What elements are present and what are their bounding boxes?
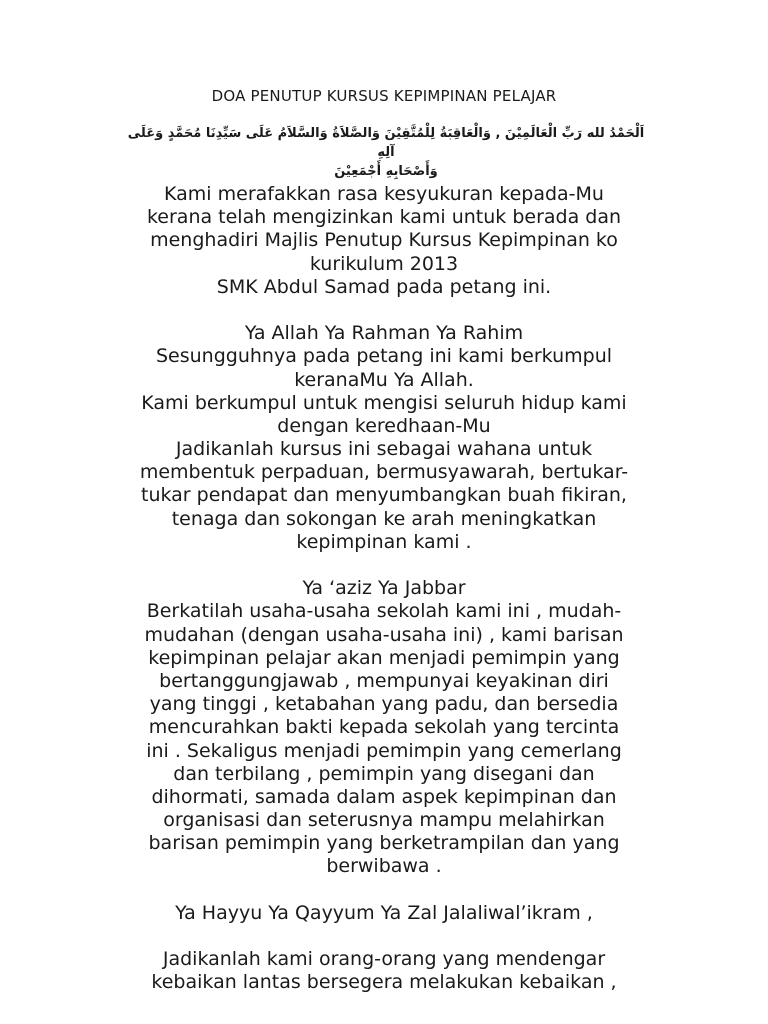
arabic-line: اَلْحَمْدُ لله رَبِّ الْعَالَمِيْنَ , وَالْعَاقِبَةُ لِلْمُتَّقِيْنَ وَالصَّلاَةُ وَالسَّلاَمُ عَلَى سَيِّدِنَا مُحَمَّدٍ وَعَلَى آلِهِ bbox=[127, 126, 645, 160]
text-line: Jadikanlah kursus ini sebagai wahana untuk bbox=[175, 438, 593, 461]
paragraph-spacer bbox=[100, 925, 668, 948]
arabic-line: وَأَصْحَابِهِ أَجْمَعِيْنَ bbox=[334, 164, 438, 179]
paragraph-jadikanlah bbox=[100, 948, 668, 994]
text-line: Ya Allah Ya Rahman Ya Rahim bbox=[244, 322, 524, 345]
text-line: kebaikan lantas bersegera melakukan kebaikan , bbox=[151, 971, 617, 994]
text-line: Jadikanlah kami orang-orang yang mendengar bbox=[162, 948, 606, 971]
text-line: membentuk perpaduan, bermusyawarah, bertukar- bbox=[139, 461, 629, 484]
text-line: dihormati, samada dalam aspek kepimpinan dan bbox=[151, 785, 617, 808]
text-line: organisasi dan seterusnya mampu melahirkan bbox=[163, 809, 605, 832]
text-line: mudahan (dengan usaha-usaha ini) , kami barisan bbox=[144, 623, 624, 646]
paragraph-spacer bbox=[100, 554, 668, 577]
text-line: tenaga dan sokongan ke arah meningkatkan bbox=[171, 507, 597, 530]
text-line: barisan pemimpin yang berketrampilan dan yang bbox=[148, 832, 620, 855]
document-title: DOA PENUTUP KURSUS KEPIMPINAN PELAJAR bbox=[211, 87, 557, 105]
text-line: keranaMu Ya Allah. bbox=[294, 368, 474, 391]
text-line: dan terbilang , pemimpin yang disegani dan bbox=[173, 762, 595, 785]
text-line: berwibawa . bbox=[326, 855, 442, 878]
text-line: ini . Sekaligus menjadi pemimpin yang cemerlang bbox=[146, 739, 622, 762]
paragraph-gratitude bbox=[100, 183, 668, 299]
paragraph-spacer bbox=[100, 299, 668, 322]
text-line: tukar pendapat dan menyumbangkan buah fikiran, bbox=[141, 484, 627, 507]
text-line: Berkatilah usaha-usaha sekolah kami ini , mudah- bbox=[146, 600, 622, 623]
text-line: kepimpinan pelajar akan menjadi pemimpin yang bbox=[148, 646, 620, 669]
text-line: kurikulum 2013 bbox=[309, 252, 459, 275]
paragraph-ya-hayyu bbox=[100, 902, 668, 925]
text-line: Ya ‘aziz Ya Jabbar bbox=[302, 577, 466, 600]
text-line: kepimpinan kami . bbox=[296, 530, 472, 553]
text-line: Ya Hayyu Ya Qayyum Ya Zal Jalaliwal’ikram , bbox=[175, 901, 593, 924]
text-line: bertanggungjawab , mempunyai keyakinan diri bbox=[159, 669, 609, 692]
text-line: kerana telah mengizinkan kami untuk berada dan bbox=[146, 206, 622, 229]
paragraph-ya-aziz bbox=[100, 577, 668, 878]
text-line: menghadiri Majlis Penutup Kursus Kepimpinan ko bbox=[150, 229, 618, 252]
text-line: mencurahkan bakti kepada sekolah yang tercinta bbox=[148, 716, 620, 739]
paragraph-ya-allah bbox=[100, 322, 668, 554]
text-line: SMK Abdul Samad pada petang ini. bbox=[216, 275, 552, 298]
paragraph-spacer bbox=[100, 879, 668, 902]
arabic-opening-prayer bbox=[126, 124, 646, 181]
text-line: yang tinggi , ketabahan yang padu, dan bersedia bbox=[149, 693, 619, 716]
text-line: Sesungguhnya pada petang ini kami berkumpul bbox=[155, 345, 613, 368]
text-line: Kami merafakkan rasa kesyukuran kepada-Mu bbox=[164, 183, 604, 205]
prayer-body bbox=[100, 183, 668, 995]
text-line: Kami berkumpul untuk mengisi seluruh hidup kami bbox=[141, 391, 627, 414]
text-line: dengan keredhaan-Mu bbox=[277, 414, 491, 437]
